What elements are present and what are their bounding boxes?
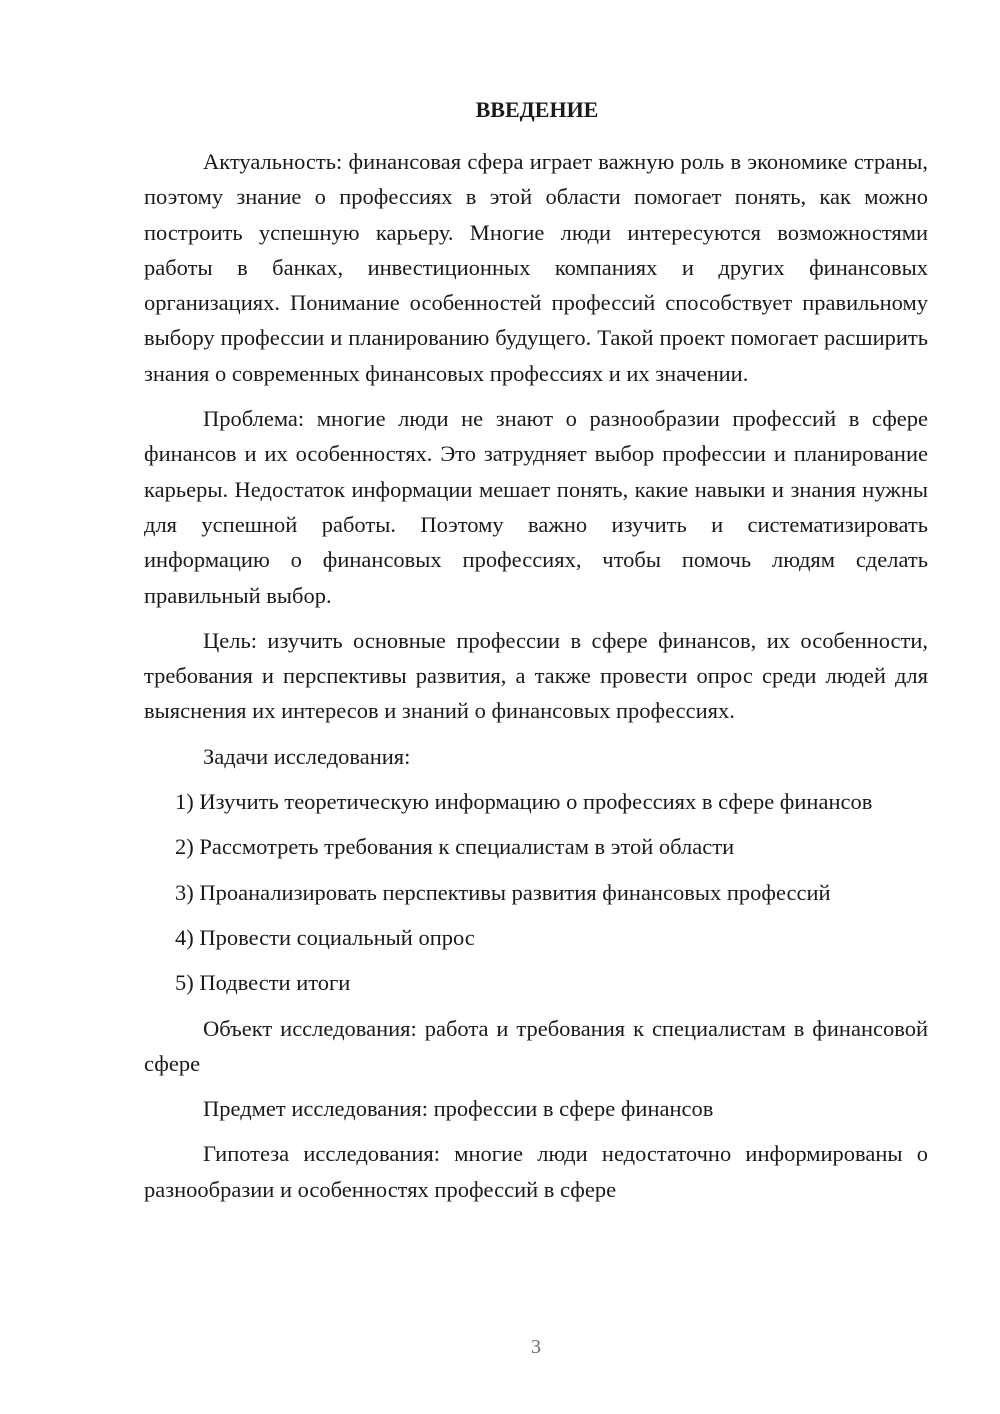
problem-paragraph: Проблема: многие люди не знают о разнообразии профессий в сфере финансов и их особенностях. Это затрудняет выбор профессии и планирование карьеры. Недостаток информации мешает понять, какие навыки и знания нужны для успешной работы. Поэтому важно изучить и систематизировать информацию о финансовых профессиях, чтобы помочь людям сделать правильный выбор.: [144, 406, 928, 608]
subject-paragraph: Предмет исследования: профессии в сфере финансов: [203, 1096, 714, 1122]
page-number: 3: [531, 1336, 541, 1358]
relevance-paragraph: Актуальность: финансовая сфера играет важную роль в экономике страны, поэтому знание о профессиях в этой области помогает понять, как можно построить успешную карьеру. Многие люди интересуются возможностями работы в банках, инвестиционных компаниях и других финансовых организациях. Понимание особенностей профессий способствует правильному выбору профессии и планированию будущего. Такой проект помогает расширить знания о современных финансовых профессиях и их значении.: [144, 149, 928, 386]
task-item: 5) Подвести итоги: [175, 970, 351, 996]
object-paragraph: Объект исследования: работа и требования к специалистам в финансовой сфере: [144, 1015, 928, 1076]
page-content: [144, 95, 928, 1217]
tasks-heading: Задачи исследования:: [203, 743, 411, 769]
task-item: 2) Рассмотреть требования к специалистам в этой области: [175, 834, 735, 860]
task-item: 1) Изучить теоретическую информацию о профессиях в сфере финансов: [175, 789, 873, 815]
section-title: ВВЕДЕНИЕ: [475, 97, 599, 122]
task-item: 3) Проанализировать перспективы развития финансовых профессий: [175, 879, 831, 905]
task-item: 4) Провести социальный опрос: [175, 924, 475, 950]
hypothesis-paragraph: Гипотеза исследования: многие люди недостаточно информированы о разнообразии и особенностях профессий в сфере: [144, 1141, 928, 1202]
goal-paragraph: Цель: изучить основные профессии в сфере финансов, их особенности, требования и перспективы развития, а также провести опрос среди людей для выяснения их интересов и знаний о финансовых профессиях.: [144, 627, 928, 724]
